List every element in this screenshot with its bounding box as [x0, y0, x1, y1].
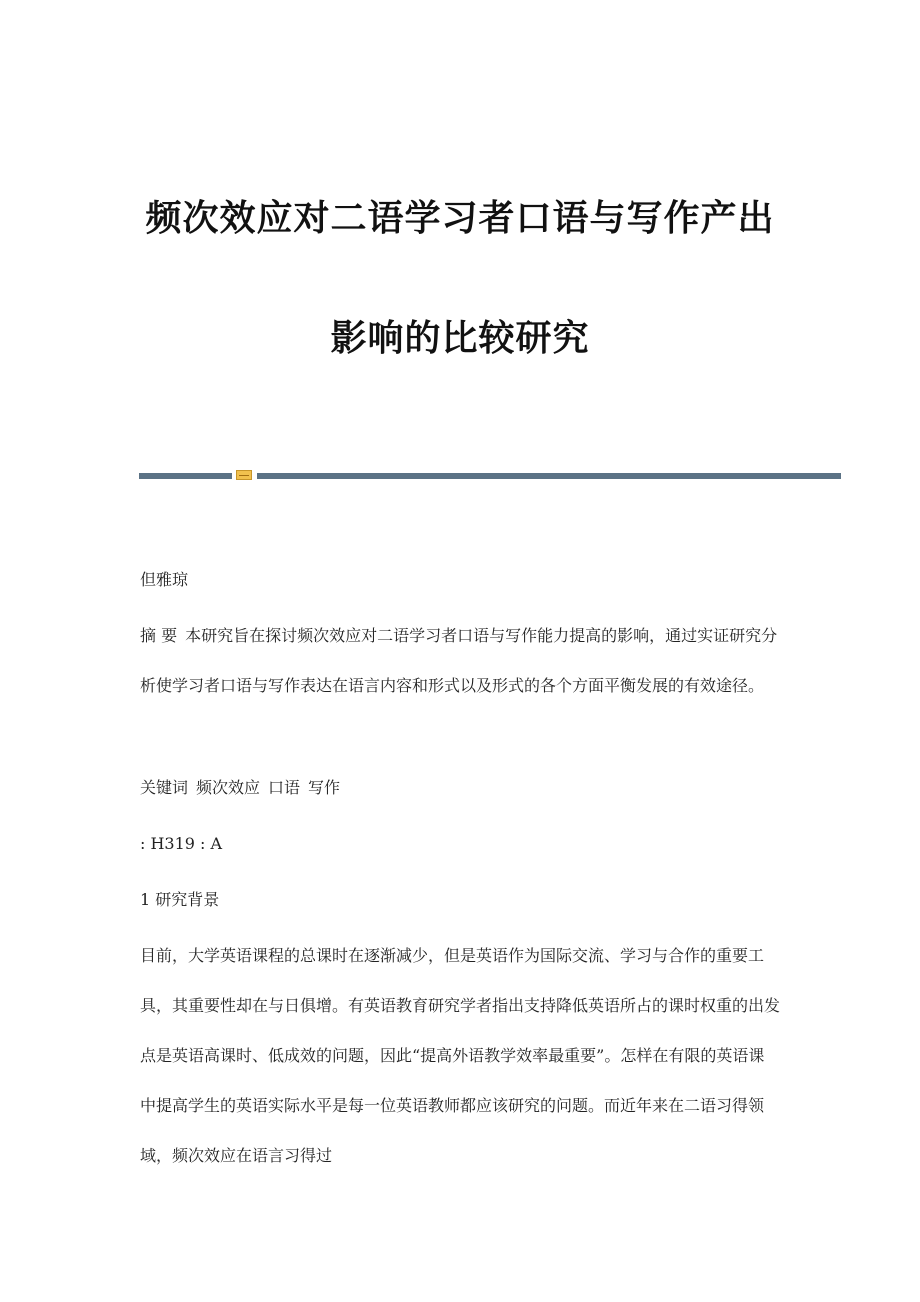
section-heading: 1 研究背景 [140, 890, 220, 909]
keywords-label: 关键词 [140, 778, 189, 797]
keyword-item: 口语 [268, 778, 301, 797]
document-title-line-1: 频次效应对二语学习者口语与写作产出 [145, 198, 775, 239]
divider-bar-left [139, 473, 232, 479]
keywords [140, 763, 780, 813]
divider-bar-right [257, 473, 841, 479]
document-title-line-2: 影响的比较研究 [330, 318, 590, 359]
author-name: 但雅琼 [140, 570, 189, 589]
title-divider [139, 470, 841, 480]
abstract [140, 611, 780, 711]
classification-code: : H319 : A [140, 834, 223, 853]
divider-ornament-icon [236, 470, 252, 480]
keyword-item: 写作 [308, 778, 341, 797]
abstract-label: 摘 要 [140, 626, 178, 645]
abstract-text: 本研究旨在探讨频次效应对二语学习者口语与写作能力提高的影响，通过实证研究分析使学习者口语与写作表达在语言内容和形式以及形式的各个方面平衡发展的有效途径。 [140, 626, 778, 695]
body-paragraph: 目前，大学英语课程的总课时在逐渐减少，但是英语作为国际交流、学习与合作的重要工具，其重要性却在与日俱增。有英语教育研究学者指出支持降低英语所占的课时权重的出发点是英语高课时、低成效的问题，因此“提高外语教学效率最重要”。怎样在有限的英语课中提高学生的英语实际水平是每一位英语教师都应该研究的问题。而近年来在二语习得领域，频次效应在语言习得过 [140, 946, 781, 1165]
keyword-item: 频次效应 [196, 778, 261, 797]
